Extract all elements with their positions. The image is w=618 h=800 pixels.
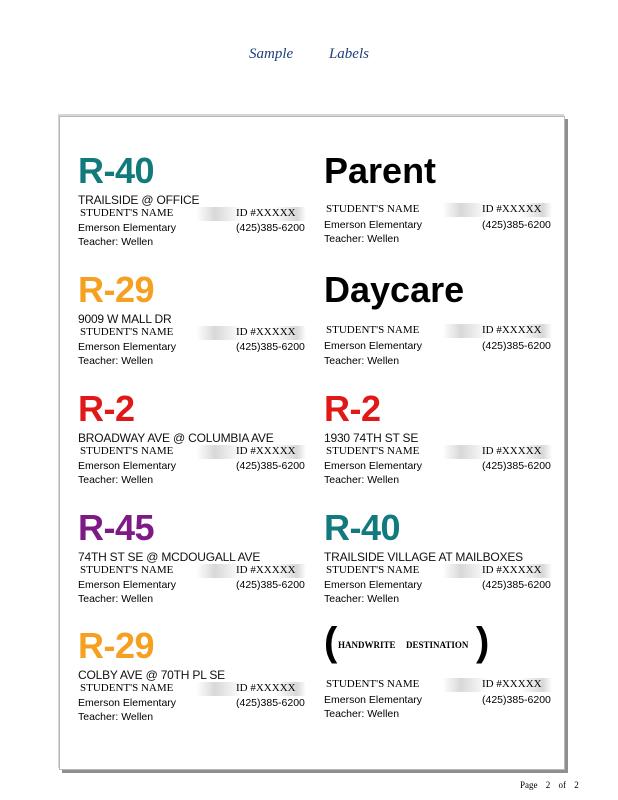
student-id: ID #XXXXX [236,564,296,576]
route-number: R-45 [78,507,155,548]
destination: 9009 W MALL DR [78,312,172,326]
label-heading: Parent [324,150,437,191]
destination: TRAILSIDE @ OFFICE [78,193,200,207]
school-phone: (425)385-6200 [482,219,551,231]
route-number: R-40 [324,507,401,548]
student-row [324,445,552,459]
title-word-labels: Labels [328,46,369,62]
teacher-name: Teacher: Wellen [324,474,400,486]
label-r2-broadway [78,389,310,507]
handwrite-word: HANDWRITE [338,640,396,650]
school-phone: (425)385-6200 [236,579,305,591]
student-name: STUDENT'S NAME [326,564,420,576]
label-r40-trailside-office [78,151,310,269]
label-parent [324,151,556,269]
teacher-name: Teacher: Wellen [78,236,154,248]
route-number: R-29 [78,625,155,666]
school-name: Emerson Elementary [78,579,177,591]
school-name: Emerson Elementary [324,579,423,591]
open-paren: ( [324,620,338,664]
school-phone: (425)385-6200 [236,697,305,709]
teacher-name: Teacher: Wellen [324,233,400,245]
student-id: ID #XXXXX [482,445,542,457]
student-row [324,324,552,338]
student-row [78,445,306,459]
school-phone: (425)385-6200 [482,694,551,706]
close-paren: ) [476,620,490,664]
page-number: 2 [545,780,551,790]
student-id: ID #XXXXX [236,682,296,694]
page-footer [520,780,585,790]
destination-word: DESTINATION [406,640,469,650]
destination: 1930 74TH ST SE [324,431,419,445]
school-name: Emerson Elementary [78,460,177,472]
school-phone: (425)385-6200 [482,460,551,472]
page-label: Page [520,780,538,790]
student-row [78,326,306,340]
label-r29-mall-dr [78,270,310,388]
student-name: STUDENT'S NAME [326,678,420,690]
destination: TRAILSIDE VILLAGE AT MAILBOXES [324,550,523,564]
teacher-name: Teacher: Wellen [78,355,154,367]
school-name: Emerson Elementary [324,460,423,472]
route-number: R-29 [78,269,155,310]
teacher-name: Teacher: Wellen [78,711,154,723]
teacher-name: Teacher: Wellen [324,708,400,720]
student-name: STUDENT'S NAME [80,682,174,694]
school-phone: (425)385-6200 [482,340,551,352]
school-name: Emerson Elementary [324,694,423,706]
school-name: Emerson Elementary [78,697,177,709]
title-word-sample: Sample [249,46,294,62]
handwrite-placeholder [324,620,494,666]
document-title [0,46,618,63]
of-label: of [558,780,566,790]
route-number: R-2 [78,388,135,429]
teacher-name: Teacher: Wellen [324,593,400,605]
student-row [324,564,552,578]
school-phone: (425)385-6200 [236,341,305,353]
student-row [78,564,306,578]
school-name: Emerson Elementary [324,340,423,352]
student-id: ID #XXXXX [236,326,296,338]
student-id: ID #XXXXX [236,445,296,457]
student-name: STUDENT'S NAME [80,445,174,457]
label-sheet [59,116,565,770]
school-phone: (425)385-6200 [482,579,551,591]
student-id: ID #XXXXX [482,324,542,336]
student-id: ID #XXXXX [482,678,542,690]
label-heading: Daycare [324,269,465,310]
student-name: STUDENT'S NAME [80,326,174,338]
label-r40-trailside-village [324,508,556,626]
route-number: R-2 [324,388,381,429]
school-phone: (425)385-6200 [236,222,305,234]
teacher-name: Teacher: Wellen [78,474,154,486]
student-row [324,203,552,217]
teacher-name: Teacher: Wellen [78,593,154,605]
label-r29-colby [78,626,310,744]
label-r2-74th-st [324,389,556,507]
student-row [78,207,306,221]
label-r45-mcdougall [78,508,310,626]
school-name: Emerson Elementary [78,341,177,353]
student-id: ID #XXXXX [482,564,542,576]
student-id: ID #XXXXX [482,203,542,215]
student-name: STUDENT'S NAME [80,207,174,219]
school-phone: (425)385-6200 [236,460,305,472]
student-id: ID #XXXXX [236,207,296,219]
destination: BROADWAY AVE @ COLUMBIA AVE [78,431,274,445]
teacher-name: Teacher: Wellen [324,355,400,367]
page-total: 2 [574,780,579,790]
student-row [324,678,552,692]
student-row [78,682,306,696]
student-name: STUDENT'S NAME [80,564,174,576]
school-name: Emerson Elementary [78,222,177,234]
label-handwrite-destination [324,620,556,744]
destination: COLBY AVE @ 70TH PL SE [78,668,225,682]
destination: 74TH ST SE @ MCDOUGALL AVE [78,550,261,564]
label-daycare [324,270,556,388]
student-name: STUDENT'S NAME [326,324,420,336]
route-number: R-40 [78,150,155,191]
student-name: STUDENT'S NAME [326,203,420,215]
school-name: Emerson Elementary [324,219,423,231]
student-name: STUDENT'S NAME [326,445,420,457]
